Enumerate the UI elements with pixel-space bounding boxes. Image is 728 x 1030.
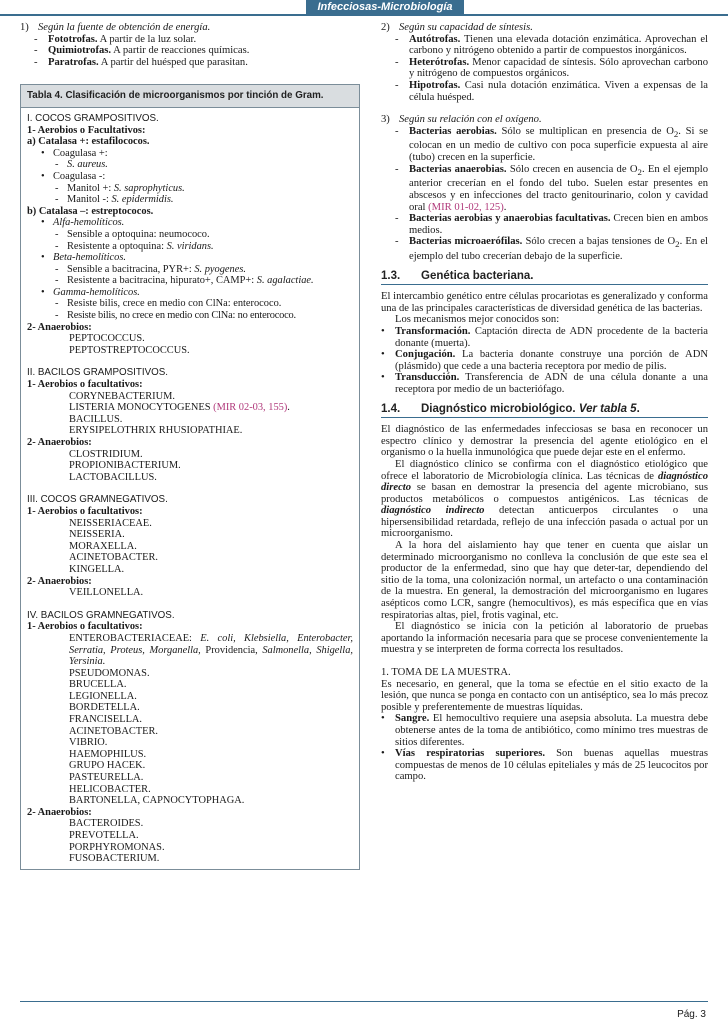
paragraph: El diagnóstico clínico se confirma con el diagnóstico etiológico que ofrece el laboratorio de Microbiología clínica. Las técnicas de diagnóstico directo se basan en demostrar la presencia del agente microbiano, sus productos metabólicos o compuestos antigénicos. Las técnicas de diagnóstico indirecto detectan anticuerpos circulantes o una hipersensibilidad retardada, reflejo de una infección pasada o actual por un microorganismo. [381,458,708,540]
list-item: CORYNEBACTERIUM. [69,390,175,402]
list-item: ERYSIPELOTHRIX RHUSIOPATHIAE. [69,425,243,437]
subsection-title: 2- Anaerobios: [27,437,92,448]
group-title: b) Catalasa –: estreptococos. [27,205,154,217]
list-item: • Coagulasa -: [41,170,106,182]
list-item: HELICOBACTER. [69,783,151,795]
section-heading-1-4: 1.4. Diagnóstico microbiológico. Ver tabla 5. [381,404,708,419]
section-heading-1-3: 1.3. Genética bacteriana. [381,271,708,286]
list-heading: 3) Según su relación con el oxígeno. [381,114,542,126]
list-item: ACINETOBACTER. [69,552,158,564]
table-title: Tabla 4. Clasificación de microorganismos por tinción de Gram. [21,85,359,108]
page-number: Pág. 3 [677,1009,706,1020]
list-item: - Sensible a optoquina: neumococo. [55,228,210,240]
paragraph: El diagnóstico se inicia con la petición al laboratorio de pruebas aportando la información necesaria para que se procese convenientemente la muestra y se interpreten de forma correcta los resultados. [381,621,708,656]
oxygen-relation-list [381,114,708,262]
list-item: BRUCELLA. [69,679,127,691]
list-lead: Según la fuente de obtención de energía. [38,22,211,33]
list-item: • Gamma-hemolíticos. [41,286,140,298]
bullet-item: • Transformación. Captación directa de ADN procedente de la bacteria donante (muerta). [381,325,708,349]
list-item: - Bacterias anaerobias. Sólo crecen en ausencia de $O_2$. En el ejemplo anterior crecerían en el fondo del tubo. Suelen estar presentes en abscesos y en infecciones del tracto genitourinario, colon y cavidad oral (MIR 01-02, 125). [395,163,709,213]
group-title: a) Catalasa +: estafilococos. [27,136,150,148]
list-heading: 2) Según su capacidad de síntesis. [381,22,533,33]
subsection-title: 1- Aerobios o facultativos: [27,621,143,633]
list-item: FUSOBACTERIUM. [69,853,160,865]
list-item: PSEUDOMONAS. [69,667,150,679]
list-item: PORPHYROMONAS. [69,841,165,853]
list-item: - Resiste bilis, crece en medio con ClNa: enterococo. [55,298,282,310]
subheading: 1. TOMA DE LA MUESTRA. [381,667,511,679]
paragraph: El intercambio genético entre células procariotas es generalizado y conforma una de las principales características de diversidad genética de las bacterias. [381,291,708,314]
list-item: - Hipotrofas. Casi nula dotación enzimática. Viven a expensas de la célula huésped. [395,79,708,103]
list-item: GRUPO HACEK. [69,760,146,772]
header-title: Infecciosas-Microbiología [306,0,464,14]
list-item: - Sensible a bacitracina, PYR+: S. pyogenes. [55,263,246,275]
footer-rule [20,1001,708,1002]
list-item: NEISSERIA. [69,529,125,541]
list-item: - Resistente a bacitracina, hipurato+, CAMP+: S. agalactiae. [55,275,314,287]
list-item: CLOSTRIDIUM. [69,448,143,460]
subsection-title: 2- Anaerobios: [27,806,92,818]
list-item: KINGELLA. [69,563,125,575]
section-title: II. BACILOS GRAMPOSITIVOS. [27,367,168,379]
bullet-item: • Vías respiratorias superiores. Son buenas aquellas muestras compuestas de menos de 10 células epiteliales y más de 25 leucocitos por campo. [381,748,708,783]
list-item: LEGIONELLA. [69,690,137,702]
list-item: PROPIONIBACTERIUM. [69,460,181,472]
list-item: MORAXELLA. [69,540,137,552]
list-item: - Paratrofas. A partir del huésped que parasitan. [34,56,248,68]
list-item: ENTEROBACTERIACEAE: E. coli, Klebsiella, Enterobacter, Serratia, Proteus, Morganella, Providencia, Salmonella, Shigella, Yersinia. [69,632,353,668]
list-item: - S. aureus. [55,159,108,171]
list-item: - Heterótrofas. Menor capacidad de síntesis. Sólo aprovechan carbono y nitrógeno de compuestos orgánicos. [395,56,708,80]
list-item: - Quimiotrofas. A partir de reacciones químicas. [34,45,250,57]
list-item: • Coagulasa +: [41,147,108,159]
paragraph: A la hora del aislamiento hay que tener en cuenta que aislar un determinado microorganismo no conlleva la conclusión de que este sea el productor de la enfermedad, sino que hay que deter-tar, dependiendo del sitio de la toma, una colonización normal, un artefacto o una contaminación de la muestra. En general, la demostración del microorganismo en lugares asépticos como LCR, sangre (hemocultivos), es más específica que en vías respiratorias altas, piel, frotis vaginal, etc. [381,540,708,621]
list-item: • Beta-hemolíticos. [41,252,127,264]
list-item: ACINETOBACTER. [69,725,158,737]
subsection-title: 1- Aerobios o Facultativos: [27,124,146,136]
list-item: HAEMOPHILUS. [69,748,147,760]
list-item: BORDETELLA. [69,702,140,714]
bullet-item: • Conjugación. La bacteria donante construye una porción de ADN (plásmido) que cede a una bacteria receptora por medio de pilis. [381,349,708,372]
list-item: LACTOBACILLUS. [69,471,157,483]
list-item: FRANCISELLA. [69,714,143,726]
gram-classification-table [20,84,360,869]
list-item: PEPTOSTREPTOCOCCUS. [69,344,190,356]
bullet-item: • Transducción. Transferencia de ADN de una célula donante a una receptora por medio de un bacteriófago. [381,372,708,395]
mir-reference: (MIR 01-02, 125) [428,201,504,213]
list-item: PEPTOCOCCUS. [69,333,145,345]
list-item: PASTEURELLA. [69,772,144,784]
list-item: - Bacterias aerobias y anaerobias facultativas. Crecen bien en ambos medios. [395,213,708,236]
table-body [21,108,359,869]
list-item: BACTEROIDES. [69,818,144,830]
subsection-title: 2- Anaerobios: [27,321,92,333]
bullet-item: • Sangre. El hemocultivo requiere una asepsia absoluta. La muestra debe obtenerse antes de la toma de antibiótico, como mínimo tres muestras de sitios diferentes. [381,713,708,748]
subsection-title: 2- Anaerobios: [27,575,92,587]
list-item: - Autótrofas. Tienen una elevada dotación enzimática. Aprovechan el carbono y nitrógeno obtenido a partir de compuestos inorgánicos. [395,33,708,57]
list-item: LISTERIA MONOCYTOGENES (MIR 02-03, 155). [69,402,290,414]
list-item: • Alfa-hemolíticos. [41,217,125,229]
list-item: VEILLONELLA. [69,587,144,599]
paragraph: Los mecanismos mejor conocidos son: [395,314,560,326]
list-item: PREVOTELLA. [69,830,139,841]
list-item: - Bacterias microaerófilas. Sólo crecen a bajas tensiones de $O_2$. En el ejemplo del tubo crecerían debajo de la superficie. [395,236,708,263]
energy-source-list [20,22,365,68]
section-title: III. COCOS GRAMNEGATIVOS. [27,494,168,506]
list-heading [20,22,365,34]
list-item: - Resistente a optoquina: S. viridans. [55,240,214,252]
list-item: - Manitol -: S. epidermidis. [55,194,174,206]
mir-reference: (MIR 02-03, 155) [213,402,288,414]
section-title: I. COCOS GRAMPOSITIVOS. [27,112,159,124]
right-column [381,22,708,783]
left-column [20,22,365,870]
page-header [0,0,728,16]
list-item: BARTONELLA, CAPNOCYTOPHAGA. [69,795,245,807]
paragraph: Es necesario, en general, que la toma se efectúe en el sitio exacto de la lesión, que nunca se ponga en contacto con un antiséptico, sea lo más precoz posible y preferentemente de muestras líquidas. [381,678,708,713]
list-item: - Fototrofas. A partir de la luz solar. [34,33,197,45]
header-rule [0,14,728,16]
paragraph: El diagnóstico de las enfermedades infecciosas se basa en reconocer un espectro clínico y demostrar la presencia del agente etiológico en el organismo o la huella inmunológica que puede dejar este en el enfermo. [381,424,708,459]
list-item: - Manitol +: S. saprophyticus. [55,182,185,194]
list-item: - Resiste bilis, no crece en medio con ClNa: no enterococo. [55,310,296,322]
synthesis-capacity-list [381,22,708,103]
list-number: 1) [20,22,29,33]
list-item: VIBRIO. [69,737,108,749]
list-item: BACILLUS. [69,413,123,425]
section-title: IV. BACILOS GRAMNEGATIVOS. [27,609,175,621]
list-item: - Bacterias aerobias. Sólo se multiplican en presencia de $O_2$. Si se colocan en un medio de cultivo con poca superficie expuesta al aire (tubo) crecen en la superficie. [395,125,708,164]
subsection-title: 1- Aerobios o facultativos: [27,505,143,517]
list-item: NEISSERIACEAE. [69,517,152,529]
subsection-title: 1- Aerobios o facultativos: [27,379,143,391]
